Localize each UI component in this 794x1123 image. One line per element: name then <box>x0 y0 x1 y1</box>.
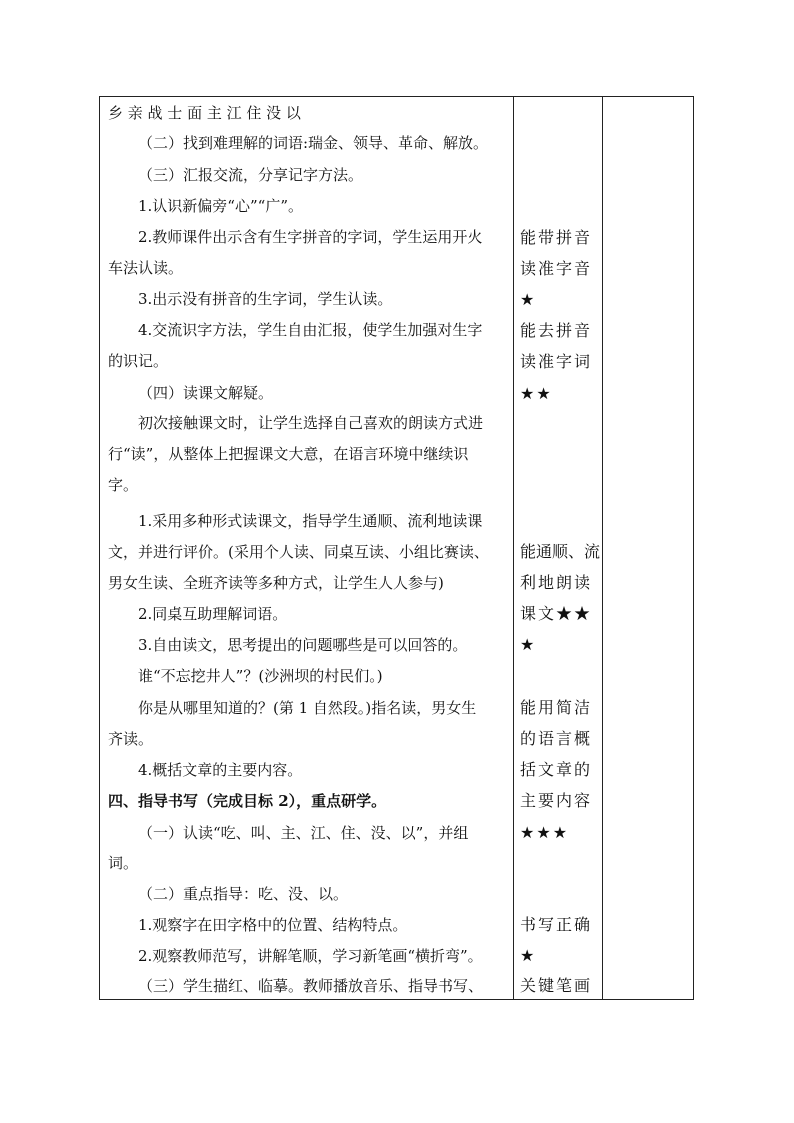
text-line: 齐读。 <box>108 730 154 748</box>
text-line: 1.采用多种形式读课文，指导学生通顺、流利地读课 <box>138 512 483 530</box>
criterion-line: 书写正确 <box>520 915 593 934</box>
section-heading: 四、指导书写（完成目标 2），重点研学。 <box>108 792 387 810</box>
criterion-line: ★ <box>520 946 537 965</box>
text-line: 字。 <box>108 476 139 494</box>
criterion-line: 的语言概 <box>520 729 593 748</box>
text-line: 行“读”，从整体上把握课文大意，在语言环境中继续识 <box>108 445 469 463</box>
criterion-line: 课文★★ <box>520 604 593 623</box>
criterion-line: 读准字音 <box>520 259 593 278</box>
text-line: 2.同桌互助理解词语。 <box>138 605 288 623</box>
text-line: 2.观察教师范写，讲解笔顺，学习新笔画“横折弯”。 <box>138 947 483 965</box>
text-line: 1.观察字在田字格中的位置、结构特点。 <box>138 916 408 934</box>
criterion-line: ★★★ <box>520 823 570 842</box>
text-line: 4.概括文章的主要内容。 <box>138 761 303 779</box>
criterion-line: 能带拼音 <box>520 228 593 247</box>
text-line: 你是从哪里知道的？(第 1 自然段。)指名读，男女生 <box>138 699 477 717</box>
text-line: （二）重点指导：吃、没、以。 <box>138 885 349 903</box>
text-line: 文，并进行评价。(采用个人读、同桌互读、小组比赛读、 <box>108 543 489 561</box>
criterion-line: 能去拼音 <box>520 321 593 340</box>
text-line: 2.教师课件出示含有生字拼音的字词，学生运用开火 <box>138 228 483 246</box>
criterion-line: 能通顺、流 <box>520 542 601 561</box>
text-line: 4.交流识字方法，学生自由汇报，使学生加强对生字 <box>138 321 483 339</box>
text-line: （三）学生描红、临摹。教师播放音乐、指导书写、 <box>138 977 484 995</box>
criterion-line: 读准字词 <box>520 352 593 371</box>
criterion-line: ★ <box>520 290 537 309</box>
criterion-line: 主要内容 <box>520 791 593 810</box>
text-line: （三）汇报交流，分享记字方法。 <box>138 166 364 184</box>
text-line: （四）读课文解疑。 <box>138 384 274 402</box>
text-line: 车法认读。 <box>108 259 184 277</box>
text-line: 3.出示没有拼音的生字词，学生认读。 <box>138 290 393 308</box>
teaching-process-column <box>100 97 513 999</box>
text-line: 词。 <box>108 854 139 872</box>
text-line: 谁“不忘挖井人”？(沙洲坝的村民们。) <box>138 667 383 685</box>
evaluation-column <box>514 97 602 999</box>
lesson-table <box>99 96 694 1000</box>
criterion-line: 括文章的 <box>520 760 593 779</box>
criterion-line: 关键笔画 <box>520 976 593 995</box>
criterion-line: ★★ <box>520 384 553 403</box>
text-line: 1.认识新偏旁“心”“广”。 <box>138 197 303 215</box>
criterion-line: ★ <box>520 635 537 654</box>
text-line: 的识记。 <box>108 352 169 370</box>
criterion-line: 利地朗读 <box>520 573 593 592</box>
text-line: （一）认读“吃、叫、主、江、住、没、以”，并组 <box>138 824 469 842</box>
text-line: （二）找到难理解的词语:瑞金、领导、革命、解放。 <box>138 134 489 152</box>
text-line: 3.自由读文，思考提出的问题哪些是可以回答的。 <box>138 636 468 654</box>
text-line: 男女生读、全班齐读等多种方式，让学生人人参与) <box>108 574 444 592</box>
column-divider <box>602 97 603 999</box>
criterion-line: 能用简洁 <box>520 698 593 717</box>
text-line: 初次接触课文时，让学生选择自己喜欢的朗读方式进 <box>138 414 484 432</box>
text-line: 乡 亲 战 士 面 主 江 住 没 以 <box>108 104 301 122</box>
